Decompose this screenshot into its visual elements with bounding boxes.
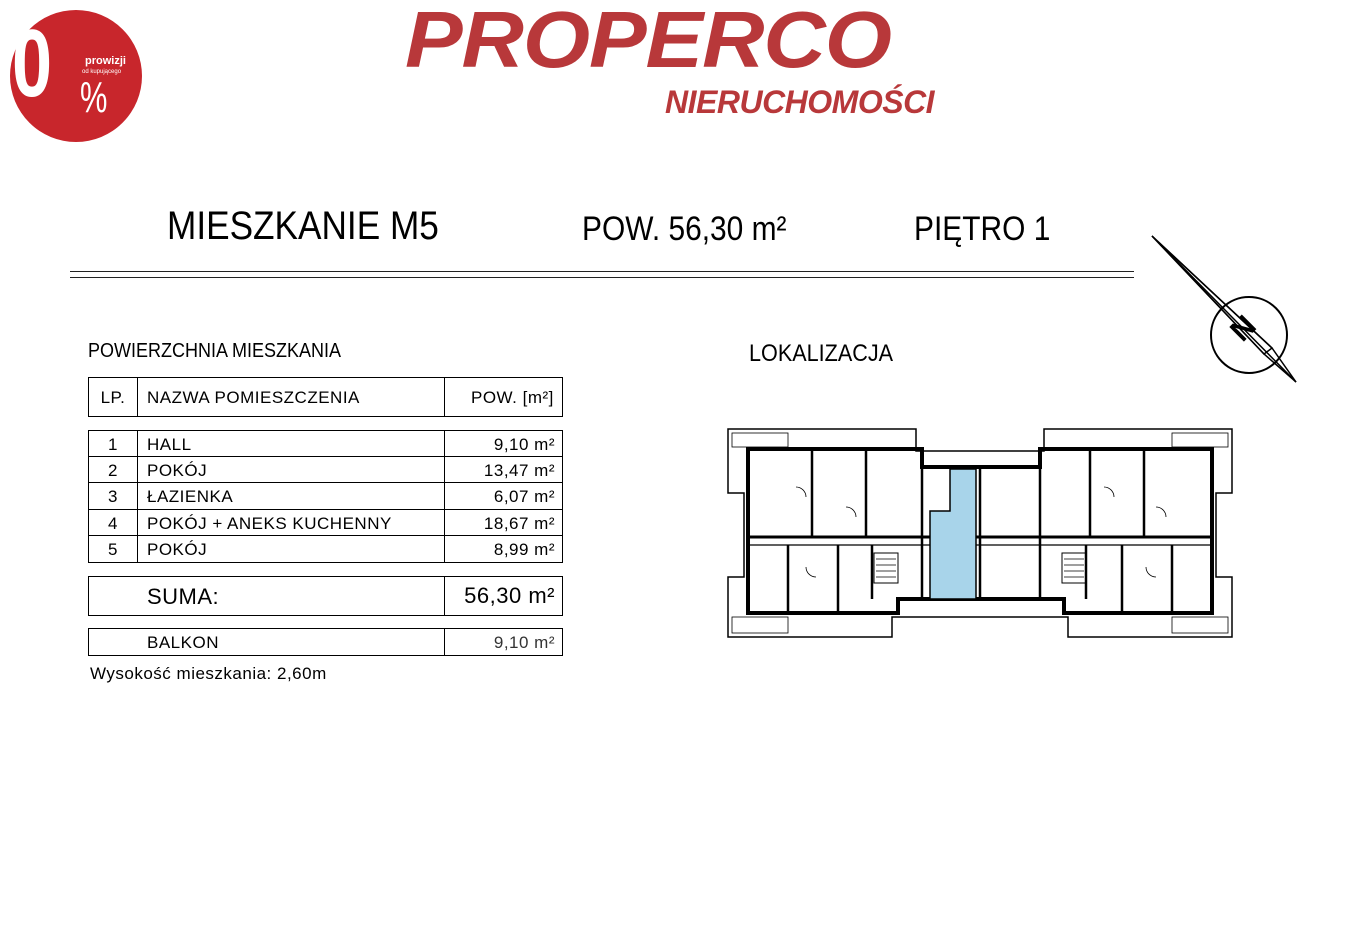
table-row-name: HALL <box>147 435 192 454</box>
table-row-name: POKÓJ <box>147 461 208 480</box>
floor-plan-map <box>726 427 1234 641</box>
col-name: NAZWA POMIESZCZENIA <box>147 388 360 407</box>
col-lp: LP. <box>100 388 126 407</box>
table-row-lp: 2 <box>108 461 118 480</box>
badge-text-commission: prowizji <box>85 55 126 67</box>
table-row-area: 9,10 m² <box>493 435 555 454</box>
height-note: Wysokość mieszkania: 2,60m <box>90 664 327 683</box>
highlighted-apartment <box>930 469 976 599</box>
north-arrow-icon <box>1146 232 1302 386</box>
north-label: N <box>1224 309 1263 348</box>
badge-percent: % <box>80 73 108 122</box>
badge-zero: 0 <box>12 10 53 117</box>
table-row-area: 18,67 m² <box>483 514 555 533</box>
table-row-name: POKÓJ + ANEKS KUCHENNY <box>147 514 392 533</box>
balcony-label: BALKON <box>147 633 219 652</box>
header-rule-top <box>70 271 1134 272</box>
header-rule-bottom <box>70 277 1134 278</box>
table-row-lp: 4 <box>108 514 118 533</box>
apartment-title: MIESZKANIE M5 <box>167 204 439 248</box>
location-title: LOKALIZACJA <box>749 340 894 367</box>
table-row-lp: 5 <box>108 540 118 559</box>
balcony-table <box>88 628 563 656</box>
col-area: POW. [m²] <box>471 388 554 407</box>
sum-label: SUMA: <box>147 584 220 609</box>
table-row-lp: 3 <box>108 487 118 506</box>
brand-subtitle: NIERUCHOMOŚCI <box>665 84 935 120</box>
sum-table <box>88 576 563 616</box>
table-row-area: 8,99 m² <box>493 540 555 559</box>
table-row-lp: 1 <box>108 435 118 454</box>
apartment-area: POW. 56,30 m² <box>582 210 787 248</box>
table-header <box>88 377 563 417</box>
table-row-area: 6,07 m² <box>493 487 555 506</box>
table-row-area: 13,47 m² <box>483 461 555 480</box>
brand-logo: PROPERCO <box>405 0 891 84</box>
sum-value: 56,30 m² <box>464 583 555 608</box>
table-row-name: ŁAZIENKA <box>147 487 234 506</box>
rooms-table <box>88 430 563 563</box>
table-row-name: POKÓJ <box>147 540 208 559</box>
rooms-section-title: POWIERZCHNIA MIESZKANIA <box>88 340 342 362</box>
balcony-value: 9,10 m² <box>493 633 555 652</box>
apartment-floor: PIĘTRO 1 <box>914 210 1051 248</box>
badge-text-buyer: od kupującego <box>82 69 122 75</box>
